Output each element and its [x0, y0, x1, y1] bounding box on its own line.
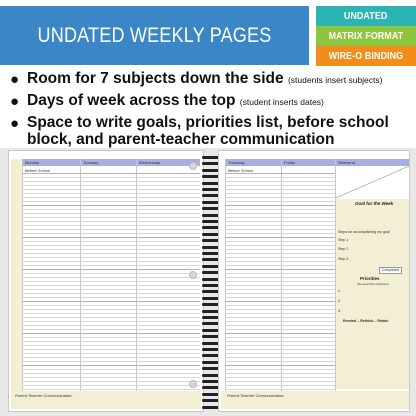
ruled-line [225, 305, 335, 306]
ruled-line [225, 229, 335, 230]
ruled-line [22, 349, 200, 350]
ruled-line [225, 289, 335, 290]
ruled-line [22, 229, 200, 230]
ruled-line [22, 297, 200, 298]
feature-list [10, 70, 410, 151]
remind-label: Remind – Rethink – Retain [343, 319, 389, 323]
banner-title: UNDATED WEEKLY PAGES [37, 23, 272, 47]
ruled-line [22, 265, 200, 266]
ruled-line [22, 357, 200, 358]
ruled-line [225, 297, 335, 298]
ruled-line [22, 217, 200, 218]
ruled-line [22, 181, 200, 182]
ruled-line [225, 329, 335, 330]
ruled-line [225, 189, 335, 190]
ruled-line [22, 373, 200, 374]
feature-item: ● Space to write goals, priorities list, before school block, and parent-teacher communication [10, 114, 389, 148]
ruled-line [22, 225, 200, 226]
ruled-line [22, 337, 200, 338]
ruled-line [22, 233, 200, 234]
ruled-line [22, 293, 200, 294]
ruled-line [22, 389, 200, 390]
ruled-line [22, 237, 200, 238]
ruled-line [225, 233, 335, 234]
ruled-line [225, 365, 335, 366]
day-header: Thursday [225, 159, 281, 166]
ruled-line [22, 313, 200, 314]
goal-title: Goal for the Week [355, 201, 394, 206]
ruled-line [22, 193, 200, 194]
day-header: Friday [281, 159, 335, 166]
ruled-line [22, 241, 200, 242]
priorities-title: Priorities [360, 276, 380, 281]
ruled-line [22, 269, 200, 270]
planner-left-page [8, 150, 204, 412]
ruled-line [22, 257, 200, 258]
ruled-line [225, 261, 335, 262]
ruled-line [225, 317, 335, 318]
ruled-line [225, 361, 335, 362]
ruled-line [22, 329, 200, 330]
ruled-line [225, 325, 335, 326]
ruled-line [225, 321, 335, 322]
ruled-line [225, 205, 335, 206]
ruled-line [225, 241, 335, 242]
completed-box: Completed! [379, 267, 402, 274]
ruled-line [22, 245, 200, 246]
day-header: Weekend [335, 159, 409, 166]
ruled-line [225, 265, 335, 266]
ruled-line [22, 273, 200, 274]
ruled-line [22, 309, 200, 310]
ruled-line [225, 385, 335, 386]
ruled-line [225, 333, 335, 334]
ruled-line [22, 289, 200, 290]
ruled-line [22, 333, 200, 334]
ruled-line [225, 389, 335, 390]
ruled-line [22, 221, 200, 222]
ruled-line [225, 281, 335, 282]
ruled-line [22, 285, 200, 286]
header-banner [0, 6, 309, 65]
badge-matrix-format: MATRIX FORMAT [316, 26, 416, 46]
day-header: Monday [22, 159, 80, 166]
ruled-line [225, 345, 335, 346]
badge-wire-o-binding: WIRE-O BINDING [316, 46, 416, 66]
ruled-line [225, 337, 335, 338]
ruled-line [225, 377, 335, 378]
ruled-line [22, 261, 200, 262]
day-header: Tuesday [80, 159, 136, 166]
ruled-line [22, 353, 200, 354]
ruled-line [225, 313, 335, 314]
ruled-line [22, 209, 200, 210]
ruled-line [22, 365, 200, 366]
ruled-line [22, 381, 200, 382]
parent-teacher-label: Parent-Teacher Communication: [227, 393, 285, 398]
ruled-line [225, 309, 335, 310]
ruled-line [225, 225, 335, 226]
ruled-line [22, 249, 200, 250]
ruled-line [22, 213, 200, 214]
ruled-line [225, 269, 335, 270]
ruled-line [22, 277, 200, 278]
ruled-line [225, 369, 335, 370]
ruled-line [22, 205, 200, 206]
ruled-line [22, 173, 200, 174]
parent-teacher-label: Parent-Teacher Communication: [15, 393, 73, 398]
ruled-line [22, 301, 200, 302]
ruled-line [225, 349, 335, 350]
ruled-line [225, 209, 335, 210]
ruled-line [225, 245, 335, 246]
ruled-line [22, 385, 200, 386]
planner-right-page: Thursday Friday Weekend Before School Goal for the Week Steps for accomplishing my goal Step 1 Step 2 Step 3 Completed! Priorities (General Plan Attention) 1. 2. 3. Remind – Rethink – Retain Parent-Teacher Communication: [218, 150, 410, 412]
ruled-line [225, 341, 335, 342]
ruled-line [22, 177, 200, 178]
ruled-line [225, 201, 335, 202]
ruled-line [22, 197, 200, 198]
ruled-line [22, 317, 200, 318]
weekend-box [336, 166, 409, 198]
ruled-line [225, 173, 335, 174]
ruled-line [22, 189, 200, 190]
ruled-line [225, 197, 335, 198]
ruled-line [22, 345, 200, 346]
ruled-line [22, 377, 200, 378]
ruled-line [225, 185, 335, 186]
ruled-line [225, 237, 335, 238]
ruled-line [22, 253, 200, 254]
bullet-icon: ● [10, 93, 20, 110]
ruled-line [225, 301, 335, 302]
day-header: Wednesday [136, 159, 200, 166]
ruled-line [225, 181, 335, 182]
ruled-line [22, 341, 200, 342]
ruled-line [22, 201, 200, 202]
ruled-line [225, 177, 335, 178]
ruled-line [225, 381, 335, 382]
ruled-line [22, 281, 200, 282]
ruled-line [22, 305, 200, 306]
ruled-line [225, 193, 335, 194]
ruled-line [22, 185, 200, 186]
ruled-line [225, 273, 335, 274]
ruled-line [225, 221, 335, 222]
ruled-line [225, 285, 335, 286]
bullet-icon: ● [10, 71, 20, 88]
ruled-line [225, 213, 335, 214]
ruled-line [225, 353, 335, 354]
ruled-line [225, 257, 335, 258]
ruled-line [225, 217, 335, 218]
ruled-line [225, 293, 335, 294]
before-school-label: Before School [25, 168, 51, 173]
ruled-line [225, 373, 335, 374]
feature-item: ● Room for 7 subjects down the side (students insert subjects) [10, 70, 383, 88]
bullet-icon: ● [10, 115, 20, 132]
ruled-line [225, 249, 335, 250]
ruled-line [22, 321, 200, 322]
ruled-line [225, 253, 335, 254]
before-school-label: Before School [228, 168, 254, 173]
ruled-line [225, 277, 335, 278]
ruled-line [22, 361, 200, 362]
ruled-line [22, 325, 200, 326]
ruled-line [22, 369, 200, 370]
feature-item: ● Days of week across the top (student inserts dates) [10, 92, 324, 110]
steps-title: Steps for accomplishing my goal [338, 230, 390, 234]
ruled-line [225, 357, 335, 358]
badge-undated: UNDATED [316, 6, 416, 26]
